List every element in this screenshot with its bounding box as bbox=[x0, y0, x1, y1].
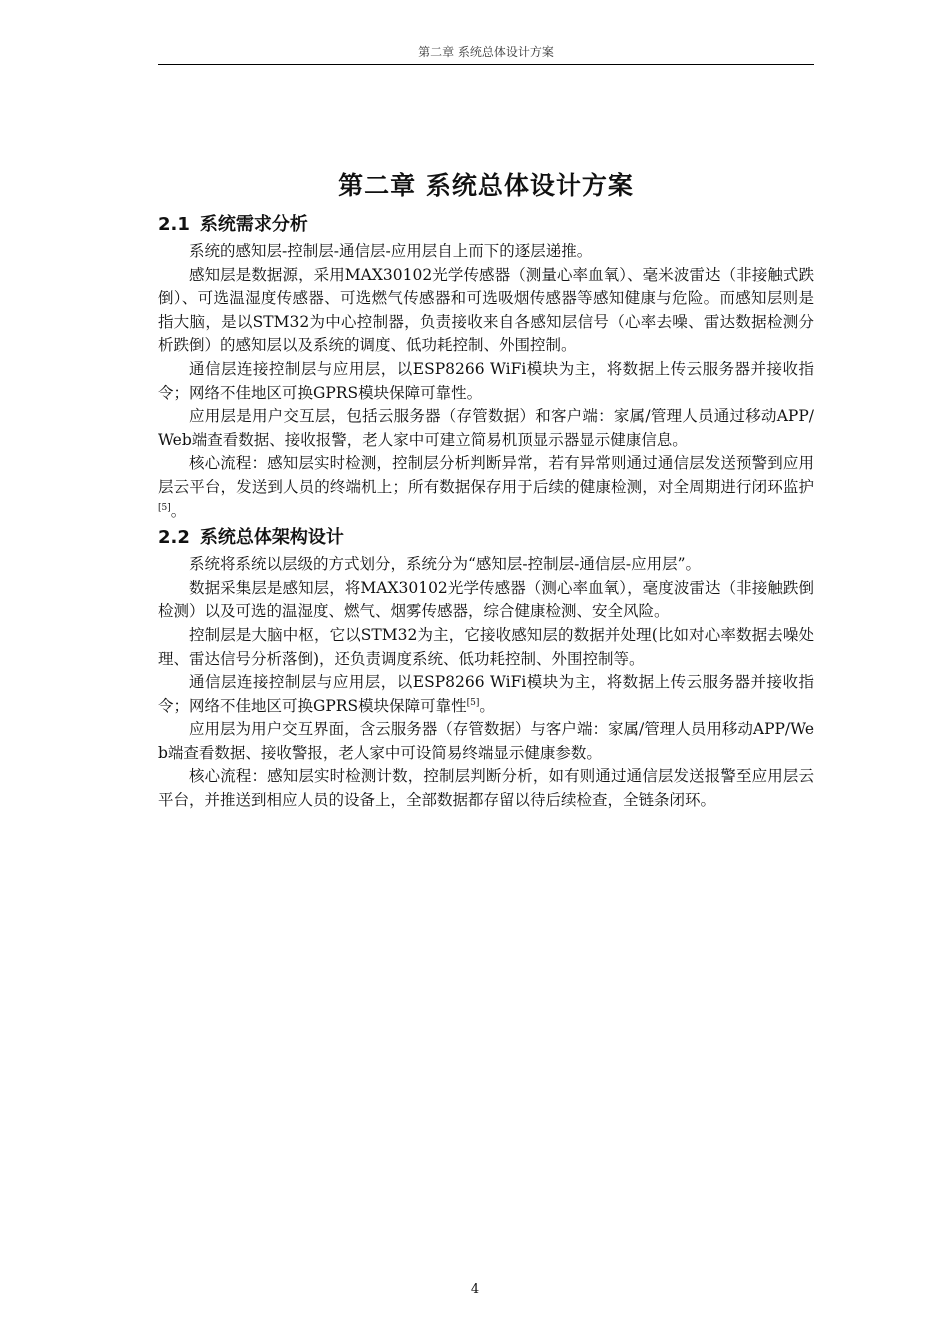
paragraph: 核心流程：感知层实时检测计数，控制层判断分析，如有则通过通信层发送报警至应用层云平台，并推送到相应人员的设备上，全部数据都存留以待后续检查，全链条闭环。 bbox=[158, 767, 814, 810]
paragraph: 系统将系统以层级的方式划分，系统分为“感知层-控制层-通信层-应用层”。 bbox=[189, 555, 702, 574]
section-number: 2.2 bbox=[158, 527, 190, 549]
paragraph bbox=[158, 671, 814, 718]
section-heading-2-1 bbox=[158, 210, 814, 240]
paragraph: 应用层是用户交互层，包括云服务器（存管数据）和客户端：家属/管理人员通过移动APP/Web端查看数据、接收报警，老人家中可建立简易机顶显示器显示健康信息。 bbox=[158, 407, 814, 449]
page-body bbox=[158, 168, 814, 813]
section-title: 系统需求分析 bbox=[199, 214, 308, 235]
paragraph: 数据采集层是感知层，将MAX30102光学传感器（测心率血氧），毫度波雷达（非接触跌倒检测）以及可选的温湿度、燃气、烟雾传感器，综合健康检测、安全风险。 bbox=[158, 578, 814, 621]
section-heading-2-2 bbox=[158, 523, 814, 553]
paragraph: 感知层是数据源，采用MAX30102光学传感器（测量心率血氧）、毫米波雷达（非接触式跌倒）、可选温湿度传感器、可选燃气传感器和可选吸烟传感器等感知健康与危险。而感知层则是指大脑，是以STM32为中心控制器，负责接收来自各感知层信号（心率去噪、雷达数据检测分析跌倒）的感知层以及系统的调度、低功耗控制、外围控制。 bbox=[158, 265, 814, 355]
paragraph-text: 通信层连接控制层与应用层，以ESP8266 WiFi模块为主，将数据上传云服务器并接收指令；网络不佳地区可换GPRS模块保障可靠性 bbox=[158, 673, 814, 715]
paragraph: 通信层连接控制层与应用层，以ESP8266 WiFi模块为主，将数据上传云服务器并接收指令；网络不佳地区可换GPRS模块保障可靠性。 bbox=[158, 359, 814, 402]
citation-marker: [5] bbox=[158, 502, 171, 513]
paragraph-text: 核心流程：感知层实时检测，控制层分析判断异常，若有异常则通过通信层发送预警到应用层云平台，发送到人员的终端机上；所有数据保存用于后续的健康检测，对全周期进行闭环监护 bbox=[158, 454, 814, 496]
paragraph: 控制层是大脑中枢，它以STM32为主，它接收感知层的数据并处理(比如对心率数据去噪处理、雷达信号分析落倒)，还负责调度系统、低功耗控制、外围控制等。 bbox=[158, 625, 814, 668]
header-rule bbox=[158, 64, 814, 65]
running-header: 第二章 系统总体设计方案 bbox=[418, 45, 554, 59]
paragraph: 应用层为用户交互界面，含云服务器（存管数据）与客户端：家属/管理人员用移动APP/Web端查看数据、接收警报，老人家中可设简易终端显示健康参数。 bbox=[158, 720, 814, 762]
paragraph: 系统的感知层-控制层-通信层-应用层自上而下的逐层递推。 bbox=[189, 242, 593, 260]
paragraph bbox=[158, 452, 814, 523]
paragraph-tail: 。 bbox=[479, 696, 495, 715]
page-number: 4 bbox=[470, 1282, 480, 1297]
section-title: 系统总体架构设计 bbox=[199, 527, 344, 549]
section-number: 2.1 bbox=[158, 214, 190, 235]
citation-marker: [5] bbox=[466, 697, 480, 708]
chapter-title: 第二章 系统总体设计方案 bbox=[338, 171, 634, 200]
paragraph-tail: 。 bbox=[170, 501, 187, 520]
